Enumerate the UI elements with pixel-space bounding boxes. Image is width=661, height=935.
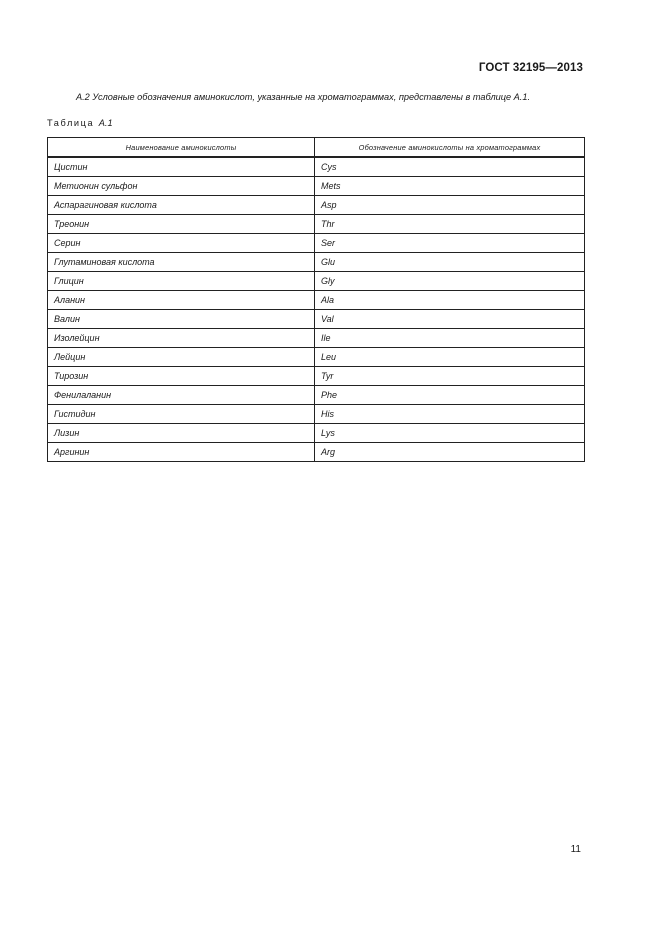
amino-acid-code-cell: Ala xyxy=(315,291,585,310)
amino-acid-name-cell: Лейцин xyxy=(48,348,315,367)
amino-acid-name-cell: Аспарагиновая кислота xyxy=(48,196,315,215)
amino-acid-name-cell: Метионин сульфон xyxy=(48,177,315,196)
table-row xyxy=(48,291,585,310)
table-caption xyxy=(47,118,113,128)
amino-acid-code-cell: Asp xyxy=(315,196,585,215)
column-header-name: Наименование аминокислоты xyxy=(48,138,315,158)
table-row xyxy=(48,329,585,348)
amino-acid-code-cell: Val xyxy=(315,310,585,329)
amino-acid-code-cell: Arg xyxy=(315,443,585,462)
amino-acid-code-cell: Ile xyxy=(315,329,585,348)
amino-acid-code-cell: His xyxy=(315,405,585,424)
amino-acid-name-cell: Тирозин xyxy=(48,367,315,386)
amino-acid-name-cell: Аланин xyxy=(48,291,315,310)
amino-acid-code-cell: Glu xyxy=(315,253,585,272)
table-body xyxy=(48,157,585,462)
amino-acid-name-cell: Фенилаланин xyxy=(48,386,315,405)
amino-acid-code-cell: Leu xyxy=(315,348,585,367)
amino-acid-name-cell: Глутаминовая кислота xyxy=(48,253,315,272)
table-row xyxy=(48,196,585,215)
amino-acid-table xyxy=(47,137,585,462)
table-caption-number: А.1 xyxy=(98,118,113,128)
amino-acid-code-cell: Gly xyxy=(315,272,585,291)
amino-acid-code-cell: Ser xyxy=(315,234,585,253)
table-header-row xyxy=(48,138,585,158)
table-row xyxy=(48,348,585,367)
amino-acid-name-cell: Цистин xyxy=(48,157,315,177)
table-row xyxy=(48,386,585,405)
table-row xyxy=(48,215,585,234)
page-number: 11 xyxy=(570,844,581,855)
amino-acid-name-cell: Гистидин xyxy=(48,405,315,424)
table-caption-word: Таблица xyxy=(47,118,95,128)
amino-acid-name-cell: Глицин xyxy=(48,272,315,291)
table-row xyxy=(48,367,585,386)
table-row xyxy=(48,272,585,291)
amino-acid-name-cell: Аргинин xyxy=(48,443,315,462)
document-code: ГОСТ 32195—2013 xyxy=(478,62,583,74)
amino-acid-code-cell: Phe xyxy=(315,386,585,405)
amino-acid-code-cell: Thr xyxy=(315,215,585,234)
amino-acid-name-cell: Валин xyxy=(48,310,315,329)
amino-acid-code-cell: Lys xyxy=(315,424,585,443)
table-row xyxy=(48,424,585,443)
table-row xyxy=(48,253,585,272)
table-row xyxy=(48,177,585,196)
column-header-designation: Обозначение аминокислоты на хроматограммах xyxy=(315,138,585,158)
amino-acid-code-cell: Tyr xyxy=(315,367,585,386)
intro-paragraph: А.2 Условные обозначения аминокислот, указанные на хроматограммах, представлены в таблице А.1. xyxy=(76,92,531,102)
table-row xyxy=(48,234,585,253)
amino-acid-name-cell: Треонин xyxy=(48,215,315,234)
amino-acid-name-cell: Изолейцин xyxy=(48,329,315,348)
table-row xyxy=(48,157,585,177)
amino-acid-code-cell: Cys xyxy=(315,157,585,177)
amino-acid-name-cell: Серин xyxy=(48,234,315,253)
amino-acid-code-cell: Mets xyxy=(315,177,585,196)
table-row xyxy=(48,310,585,329)
table-row xyxy=(48,443,585,462)
table-row xyxy=(48,405,585,424)
amino-acid-name-cell: Лизин xyxy=(48,424,315,443)
